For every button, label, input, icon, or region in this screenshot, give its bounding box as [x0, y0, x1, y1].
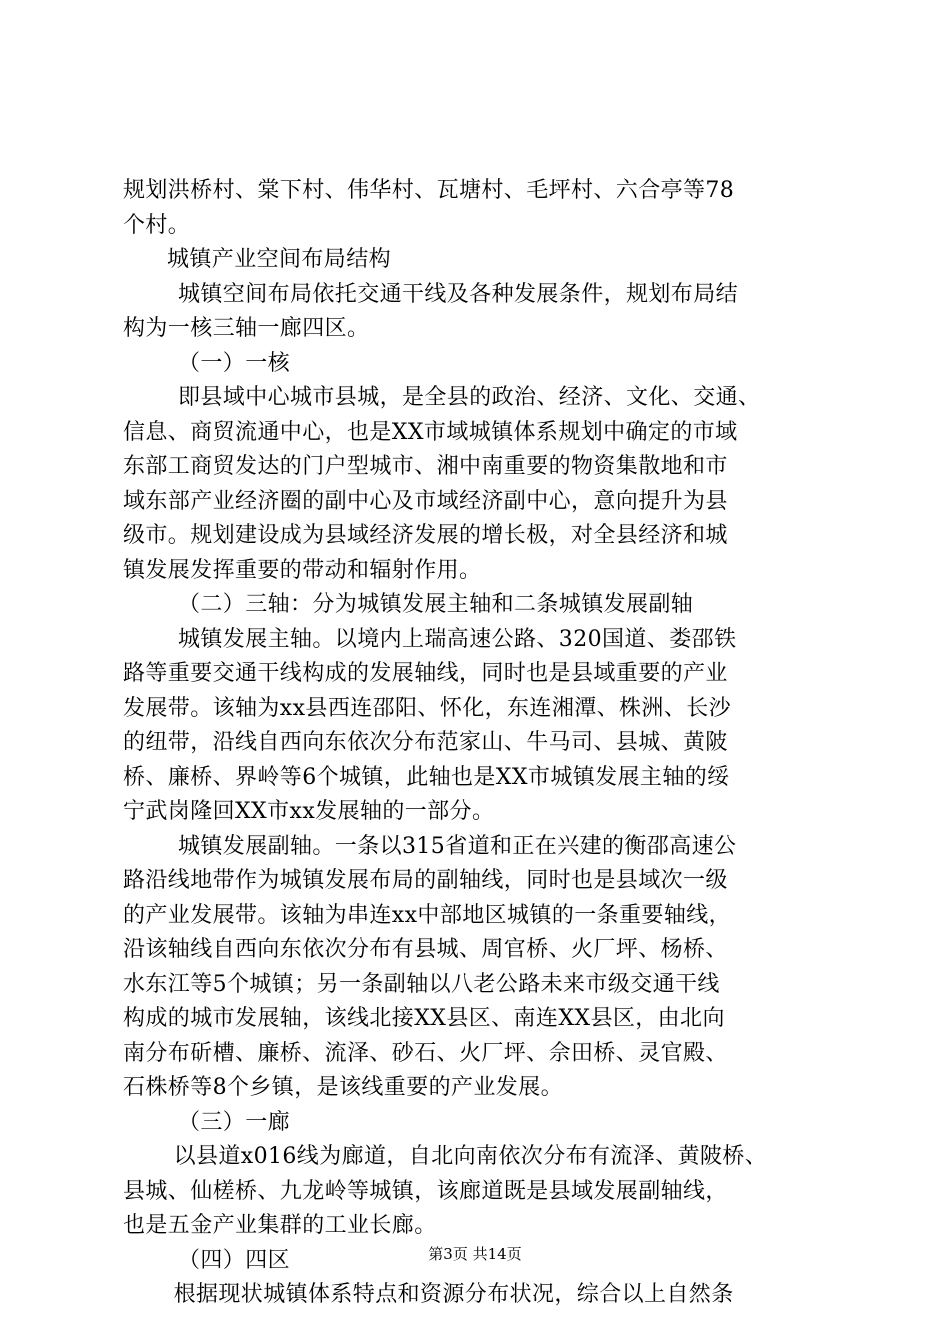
text-line: 南分布斫槽、廉桥、流泽、砂石、火厂坪、佘田桥、灵官殿、: [123, 1040, 728, 1066]
text-line: （三）一廊: [178, 1109, 291, 1135]
text-line: 也是五金产业集群的工业长廊。: [123, 1213, 437, 1238]
text-line: 域东部产业经济圈的副中心及市域经济副中心，意向提升为县: [123, 488, 728, 514]
text-line: 路沿线地带作为城镇发展布局的副轴线，同时也是县域次一级: [123, 868, 728, 893]
text-line: 即县域中心城市县城，是全县的政治、经济、文化、交通、: [178, 385, 761, 410]
text-line: 东部工商贸发达的门户型城市、湘中南重要的物资集散地和市: [123, 454, 728, 479]
text-line: 镇发展发挥重要的带动和辐射作用。: [123, 557, 482, 583]
text-line: 石株桥等8个乡镇，是该线重要的产业发展。: [123, 1075, 563, 1100]
text-line: （四）四区: [178, 1247, 291, 1273]
text-line: （一）一核: [178, 350, 291, 376]
text-line: 根据现状城镇体系特点和资源分布状况，综合以上自然条: [173, 1282, 734, 1307]
text-line: 构为一核三轴一廊四区。: [123, 316, 370, 341]
text-line: 县城、仙槎桥、九龙岭等城镇，该廊道既是县域发展副轴线，: [123, 1178, 728, 1204]
text-line: 级市。规划建设成为县域经济发展的增长极，对全县经济和城: [123, 523, 728, 548]
text-line: 城镇发展主轴。以境内上瑞高速公路、320国道、娄邵铁: [178, 626, 737, 652]
text-line: 以县道x016线为廊道，自北向南依次分布有流泽、黄陂桥、: [173, 1144, 768, 1169]
text-line: 宁武岗隆回XX市xx发展轴的一部分。: [123, 799, 495, 824]
text-line: 信息、商贸流通中心，也是XX市域城镇体系规划中确定的市域: [123, 419, 738, 445]
document-body: [123, 174, 841, 1313]
text-line: 城镇空间布局依托交通干线及各种发展条件，规划布局结: [178, 281, 739, 307]
page-footer: 第3页 共14页: [428, 1245, 522, 1263]
text-line: 水东江等5个城镇；另一条副轴以八老公路未来市级交通干线: [123, 971, 720, 997]
text-line: 的纽带，沿线自西向东依次分布范家山、牛马司、县城、黄陂: [123, 730, 728, 755]
text-line: 个村。: [123, 212, 191, 238]
text-line: 城镇产业空间布局结构: [167, 247, 392, 272]
text-line: 路等重要交通干线构成的发展轴线，同时也是县域重要的产业: [123, 661, 728, 686]
text-line: （二）三轴：分为城镇发展主轴和二条城镇发展副轴: [178, 592, 694, 617]
text-line: 发展带。该轴为xx县西连邵阳、怀化，东连湘潭、株洲、长沙: [123, 695, 732, 721]
text-line: 桥、廉桥、界岭等6个城镇，此轴也是XX市城镇发展主轴的绥: [123, 764, 730, 790]
text-line: 沿该轴线自西向东依次分布有县城、周官桥、火厂坪、杨桥、: [123, 937, 728, 962]
text-line: 规划洪桥村、棠下村、伟华村、瓦塘村、毛坪村、六合亭等78: [123, 178, 735, 203]
text-line: 城镇发展副轴。一条以315省道和正在兴建的衡邵高速公: [178, 833, 737, 859]
text-line: 构成的城市发展轴，该线北接XX县区、南连XX县区，由北向: [123, 1006, 725, 1031]
text-line: 的产业发展带。该轴为串连xx中部地区城镇的一条重要轴线，: [123, 902, 732, 928]
